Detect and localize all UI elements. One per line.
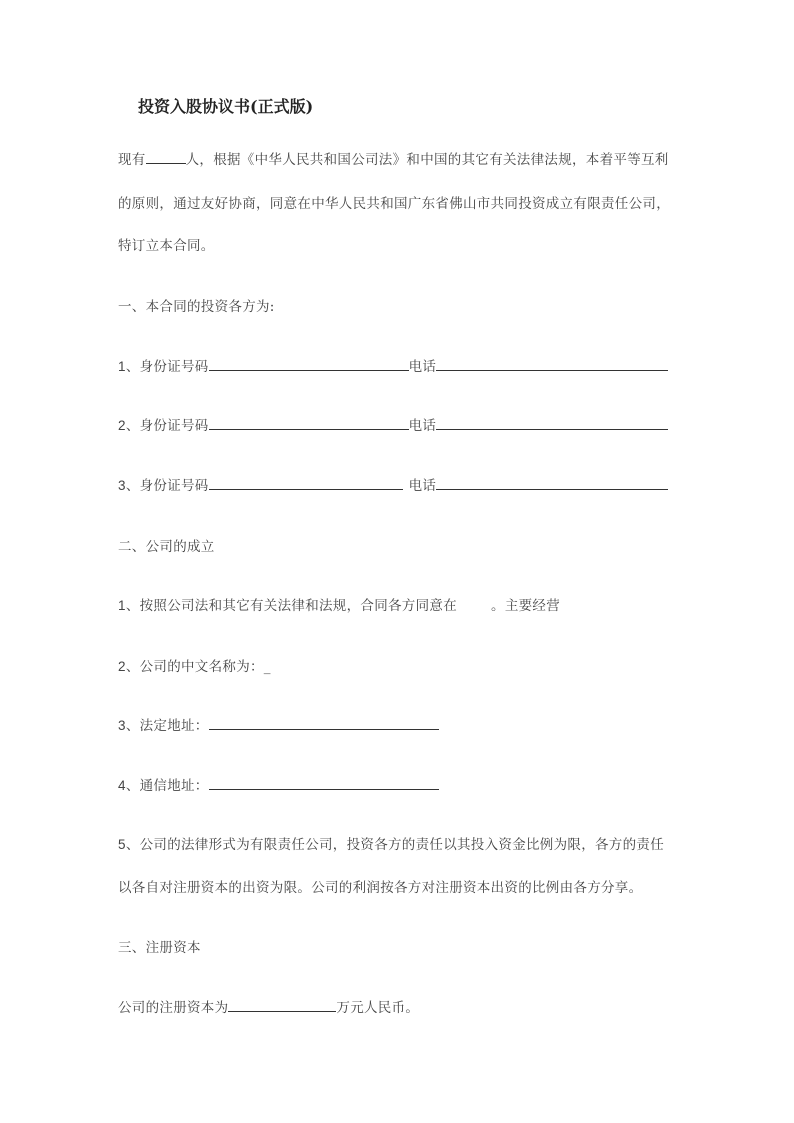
intro-line-2: 的原则，通过友好协商，同意在中华人民共和国广东省佛山市共同投资成立有限责任公司， (118, 196, 670, 212)
party-number: 3 (118, 478, 126, 493)
registered-capital-line (118, 996, 419, 1016)
intro-line-3: 特订立本合同。 (118, 238, 215, 254)
party-row-2 (118, 414, 668, 434)
item-text: 、公司的法律形式为有限责任公司，投资各方的责任以其投入资金比例为限，各方的责任 (125, 837, 665, 853)
section-2-item-5-cont: 以各自对注册资本的出资为限。公司的利润按各方对注册资本出资的比例由各方分享。 (118, 880, 643, 896)
intro-line-1 (118, 148, 669, 168)
party-number: 1 (118, 359, 126, 374)
phone-label: 电话 (408, 359, 437, 375)
section-2-heading: 二、公司的成立 (118, 539, 215, 555)
item-number: 3 (118, 718, 126, 733)
intro-text: 人，根据《中华人民共和国公司法》和中国的其它有关法律法规，本着平等互利 (185, 152, 669, 168)
capital-prefix: 公司的注册资本为 (118, 1000, 229, 1016)
phone-label: 电话 (408, 478, 437, 494)
section-1-heading: 一、本合同的投资各方为: (118, 299, 275, 315)
item-number: 1 (118, 598, 126, 613)
party-row-3 (118, 474, 668, 494)
phone-label: 电话 (408, 418, 437, 434)
section-2-item-4 (118, 774, 439, 794)
legal-address-blank[interactable] (209, 717, 439, 730)
item-suffix: 。主要经营 (491, 598, 561, 614)
phone-blank[interactable] (436, 477, 668, 490)
item-text: 、法定地址： (125, 718, 209, 734)
phone-blank[interactable] (436, 358, 668, 371)
item-number: 2 (118, 659, 126, 674)
item-number: 4 (118, 778, 126, 793)
item-text: 、通信地址： (125, 778, 209, 794)
section-2-item-2 (118, 655, 271, 675)
phone-blank[interactable] (436, 417, 668, 430)
intro-prefix: 现有 (118, 152, 146, 168)
id-number-blank[interactable] (209, 417, 409, 430)
id-label: 、身份证号码 (125, 478, 209, 494)
item-text: 、按照公司法和其它有关法律和法规，合同各方同意在 (125, 598, 458, 614)
section-2-item-3 (118, 714, 439, 734)
party-count-blank[interactable] (146, 151, 186, 164)
section-3-heading: 三、注册资本 (118, 940, 201, 956)
id-label: 、身份证号码 (125, 418, 209, 434)
capital-amount-blank[interactable] (228, 999, 336, 1012)
item-text: 、公司的中文名称为：_ (125, 659, 271, 675)
mailing-address-blank[interactable] (209, 777, 439, 790)
capital-suffix: 万元人民币。 (336, 1000, 420, 1016)
party-row-1 (118, 355, 668, 375)
id-label: 、身份证号码 (125, 359, 209, 375)
id-number-blank[interactable] (209, 477, 403, 490)
section-2-item-1 (118, 594, 560, 614)
item-number: 5 (118, 837, 126, 852)
id-number-blank[interactable] (209, 358, 409, 371)
document-title: 投资入股协议书(正式版) (138, 97, 314, 116)
section-2-item-5 (118, 833, 664, 853)
party-number: 2 (118, 418, 126, 433)
